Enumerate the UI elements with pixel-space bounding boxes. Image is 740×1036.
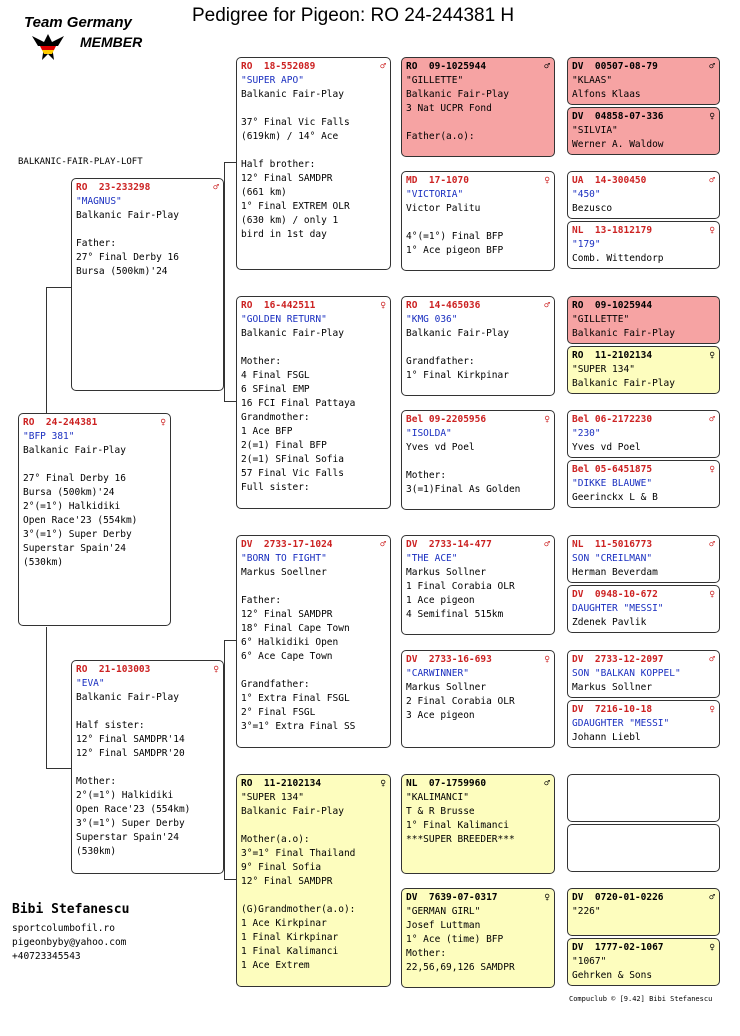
info-line: Johann Liebl	[572, 732, 641, 743]
info-line: Zdenek Pavlik	[572, 617, 647, 628]
pigeon-name: "GILLETTE"	[406, 75, 464, 86]
pedigree-box-sire[interactable]	[71, 178, 224, 391]
connector	[46, 627, 47, 768]
sex-icon: ♀	[544, 414, 550, 425]
pigeon-name: "BORN TO FIGHT"	[241, 553, 327, 564]
info-line: Mother:	[406, 470, 447, 481]
box-header	[406, 413, 550, 427]
info-line: 2(=1) SFinal Sofia	[241, 454, 344, 465]
info-line: 3 Nat UCPR Fond	[406, 103, 492, 114]
ring-number: RO 11-2102134	[241, 778, 322, 789]
info-line: Superstar Spain'24	[76, 832, 179, 843]
info-line: Balkanic Fair-Play	[241, 328, 344, 339]
info-line: 1° Extra Final FSGL	[241, 693, 350, 704]
sex-icon: ♂	[709, 654, 715, 665]
ring-number: Bel 06-2172230	[572, 414, 653, 425]
info-line	[76, 761, 219, 775]
box-header	[572, 413, 715, 427]
info-line: 9° Final Sofia	[241, 862, 322, 873]
box-header	[76, 663, 219, 677]
sex-icon: ♂	[709, 61, 715, 72]
info-line: Half brother:	[241, 159, 316, 170]
pigeon-name: "226"	[572, 906, 601, 917]
sex-icon: ♀	[213, 664, 219, 675]
box-header	[406, 538, 550, 552]
breeder-name: Bibi Stefanescu	[12, 902, 130, 917]
box-header	[406, 299, 550, 313]
info-line: Bursa (500km)'24	[76, 266, 168, 277]
ring-number: RO 16-442511	[241, 300, 316, 311]
info-line: 57 Final Vic Falls	[241, 468, 344, 479]
sex-icon: ♂	[213, 182, 219, 193]
info-line: 12° Final SAMDPR'20	[76, 748, 185, 759]
info-line: Balkanic Fair-Play	[241, 806, 344, 817]
ring-number: NL 11-5016773	[572, 539, 653, 550]
pedigree-box-sds[interactable]	[401, 296, 555, 396]
info-line: Mother:	[406, 948, 447, 959]
info-line: Josef Luttman	[406, 920, 481, 931]
info-line	[241, 102, 386, 116]
info-line: T & R Brusse	[406, 806, 475, 817]
info-line: (661 km)	[241, 187, 287, 198]
box-header	[241, 777, 386, 791]
ring-number: DV 2733-16-693	[406, 654, 492, 665]
breeder-email[interactable]: pigeonbyby@yahoo.com	[12, 937, 127, 948]
ring-number: DV 7216-10-18	[572, 704, 653, 715]
info-line	[406, 455, 550, 469]
info-line	[406, 341, 550, 355]
info-line: Balkanic Fair-Play	[406, 328, 509, 339]
pigeon-name: "EVA"	[76, 678, 105, 689]
connector	[46, 768, 71, 769]
connector	[224, 640, 236, 641]
box-header	[572, 224, 715, 238]
pedigree-box-dam[interactable]	[71, 660, 224, 874]
info-line: Herman Beverdam	[572, 567, 658, 578]
pigeon-name: "THE ACE"	[406, 553, 458, 564]
info-line: (G)Grandmother(a.o):	[241, 904, 356, 915]
info-line: Father:	[241, 595, 282, 606]
pedigree-box-g14[interactable]	[567, 824, 720, 872]
pedigree-box-g7[interactable]	[567, 410, 720, 458]
pigeon-name: "SUPER APO"	[241, 75, 304, 86]
box-header	[572, 174, 715, 188]
box-header	[572, 703, 715, 717]
info-line: Balkanic Fair-Play	[572, 378, 675, 389]
ring-number: RO 09-1025944	[572, 300, 653, 311]
info-line: Bursa (500km)'24	[23, 487, 115, 498]
pigeon-name: "MAGNUS"	[76, 196, 122, 207]
pedigree-box-ssd[interactable]	[401, 171, 555, 271]
sex-icon: ♂	[709, 892, 715, 903]
box-header	[406, 60, 550, 74]
info-line: 3(=1)Final As Golden	[406, 484, 521, 495]
info-line: 18° Final Cape Town	[241, 623, 350, 634]
sex-icon: ♀	[544, 654, 550, 665]
pedigree-box-g4[interactable]	[567, 221, 720, 269]
ring-number: DV 04858-07-336	[572, 111, 664, 122]
pigeon-name: "450"	[572, 189, 601, 200]
info-line: (619km) / 14° Ace	[241, 131, 339, 142]
team-germany-logo	[22, 14, 172, 58]
sex-icon: ♂	[544, 300, 550, 311]
pedigree-box-g11[interactable]	[567, 650, 720, 698]
ring-number: RO 24-244381	[23, 417, 98, 428]
sex-icon: ♂	[544, 61, 550, 72]
info-line: Markus Sollner	[406, 567, 487, 578]
connector	[224, 401, 236, 402]
info-line: 3°=1° Final Thailand	[241, 848, 356, 859]
info-line: Gehrken & Sons	[572, 970, 653, 981]
info-line	[241, 819, 386, 833]
pigeon-name: GDAUGHTER "MESSI"	[572, 718, 670, 729]
box-header	[76, 181, 219, 195]
info-line: 12° Final SAMDPR	[241, 876, 333, 887]
box-header	[406, 174, 550, 188]
box-header	[572, 891, 715, 905]
sex-icon: ♀	[709, 704, 715, 715]
pigeon-name: "ISOLDA"	[406, 428, 452, 439]
sex-icon: ♀	[709, 225, 715, 236]
info-line: 12° Final SAMDPR'14	[76, 734, 185, 745]
pedigree-box-ddd[interactable]	[401, 888, 555, 988]
info-line: Markus Soellner	[241, 567, 327, 578]
ring-number: DV 2733-14-477	[406, 539, 492, 550]
info-line: 1° Final Kirkpinar	[406, 370, 509, 381]
info-line	[76, 223, 219, 237]
box-header	[572, 299, 715, 313]
connector	[46, 287, 47, 413]
box-header	[572, 463, 715, 477]
info-line: Full sister:	[241, 482, 310, 493]
info-line: 2°(=1°) Halkidiki	[23, 501, 121, 512]
info-line: 1° Final EXTREM OLR	[241, 201, 350, 212]
info-line: 1 Ace pigeon	[406, 595, 475, 606]
info-line: 1 Final Corabia OLR	[406, 581, 515, 592]
info-line: 4°(=1°) Final BFP	[406, 231, 504, 242]
info-line: Yves vd Poel	[572, 442, 641, 453]
info-line: Balkanic Fair-Play	[572, 328, 675, 339]
info-line	[76, 705, 219, 719]
info-line: Father:	[76, 238, 117, 249]
box-header	[572, 941, 715, 955]
pigeon-name: "230"	[572, 428, 601, 439]
info-line: Half sister:	[76, 720, 145, 731]
info-line: Mother:	[241, 356, 282, 367]
pedigree-box-g6[interactable]	[567, 346, 720, 394]
breeder-phone: +40723345543	[12, 951, 81, 962]
ring-number: NL 13-1812179	[572, 225, 653, 236]
sex-icon: ♀	[709, 942, 715, 953]
info-line: 1 Ace Extrem	[241, 960, 310, 971]
pigeon-name: "179"	[572, 239, 601, 250]
info-line: 3°(=1°) Super Derby	[23, 529, 132, 540]
connector	[224, 162, 236, 163]
pigeon-name: "DIKKE BLAUWE"	[572, 478, 653, 489]
info-line: Mother:	[76, 776, 117, 787]
pedigree-box-g9[interactable]	[567, 535, 720, 583]
pedigree-box-g1[interactable]	[567, 57, 720, 105]
pigeon-name: "SILVIA"	[572, 125, 618, 136]
pigeon-name: "SUPER 134"	[241, 792, 304, 803]
sex-icon: ♂	[709, 175, 715, 186]
ring-number: RO 18-552089	[241, 61, 316, 72]
info-line: 3°=1° Extra Final SS	[241, 721, 356, 732]
info-line: 1 Ace Kirkpinar	[241, 918, 327, 929]
info-line: 16 FCI Final Pattaya	[241, 398, 356, 409]
info-line: Balkanic Fair-Play	[76, 692, 179, 703]
ring-number: DV 0948-10-672	[572, 589, 658, 600]
box-header	[572, 588, 715, 602]
ring-number: RO 14-465036	[406, 300, 481, 311]
box-header	[241, 538, 386, 552]
ring-number: RO 21-103003	[76, 664, 151, 675]
pedigree-box-sd[interactable]	[236, 296, 391, 509]
sex-icon: ♂	[709, 539, 715, 550]
box-header	[241, 60, 386, 74]
info-line: ***SUPER BREEDER***	[406, 834, 515, 845]
box-header	[241, 299, 386, 313]
info-line: 1 Final Kalimanci	[241, 946, 339, 957]
sex-icon: ♀	[709, 111, 715, 122]
pedigree-box-dds[interactable]	[401, 774, 555, 874]
ring-number: RO 23-233298	[76, 182, 151, 193]
pigeon-name: "GERMAN GIRL"	[406, 906, 481, 917]
info-line: Balkanic Fair-Play	[406, 89, 509, 100]
pedigree-box-sdd[interactable]	[401, 410, 555, 510]
pedigree-box-g15[interactable]	[567, 888, 720, 936]
info-line	[241, 144, 386, 158]
info-line	[23, 458, 166, 472]
pigeon-name: "GOLDEN RETURN"	[241, 314, 327, 325]
info-line: 3 Ace pigeon	[406, 710, 475, 721]
info-line: (530km)	[76, 846, 117, 857]
sex-icon: ♀	[709, 464, 715, 475]
info-line: Superstar Spain'24	[23, 543, 126, 554]
info-line: 1° Final Kalimanci	[406, 820, 509, 831]
pedigree-box-ds[interactable]	[236, 535, 391, 748]
info-line: Markus Sollner	[406, 682, 487, 693]
info-line: Werner A. Waldow	[572, 139, 664, 150]
info-line: Father(a.o):	[406, 131, 475, 142]
box-header	[406, 777, 550, 791]
info-line: 22,56,69,126 SAMDPR	[406, 962, 515, 973]
info-line: Grandfather:	[406, 356, 475, 367]
info-line: 12° Final SAMDPR	[241, 173, 333, 184]
sex-icon: ♀	[544, 175, 550, 186]
info-line: Grandfather:	[241, 679, 310, 690]
pigeon-name: "KMG 036"	[406, 314, 458, 325]
pigeon-name: "1067"	[572, 956, 607, 967]
info-line: Balkanic Fair-Play	[76, 210, 179, 221]
pedigree-box-dd[interactable]	[236, 774, 391, 987]
box-header	[572, 538, 715, 552]
info-line: Mother(a.o):	[241, 834, 310, 845]
info-line: Victor Palitu	[406, 203, 481, 214]
pedigree-box-g5[interactable]	[567, 296, 720, 344]
ring-number: DV 1777-02-1067	[572, 942, 664, 953]
box-header	[406, 891, 550, 905]
info-line: Markus Sollner	[572, 682, 653, 693]
sex-icon: ♂	[544, 539, 550, 550]
footer-credit: Compuclub © [9.42] Bibi Stefanescu	[569, 995, 713, 1003]
info-line	[241, 664, 386, 678]
pedigree-box-g13[interactable]	[567, 774, 720, 822]
box-header	[572, 653, 715, 667]
connector	[224, 879, 236, 880]
info-line: Bezusco	[572, 203, 613, 214]
pedigree-box-g3[interactable]	[567, 171, 720, 219]
info-line	[241, 889, 386, 903]
pigeon-name: "SUPER 134"	[572, 364, 635, 375]
info-line: 27° Final Derby 16	[76, 252, 179, 263]
info-line: 37° Final Vic Falls	[241, 117, 350, 128]
pigeon-name: "GILLETTE"	[572, 314, 630, 325]
box-header	[572, 349, 715, 363]
pedigree-box-g2[interactable]	[567, 107, 720, 155]
pigeon-name: DAUGHTER "MESSI"	[572, 603, 664, 614]
info-line: Comb. Wittendorp	[572, 253, 664, 264]
eagle-icon	[30, 32, 66, 62]
ring-number: Bel 09-2205956	[406, 414, 487, 425]
pedigree-box-g12[interactable]	[567, 700, 720, 748]
pigeon-name: SON "BALKAN KOPPEL"	[572, 668, 681, 679]
ring-number: NL 07-1759960	[406, 778, 487, 789]
info-line: 27° Final Derby 16	[23, 473, 126, 484]
ring-number: DV 0720-01-0226	[572, 892, 664, 903]
sex-icon: ♀	[160, 417, 166, 428]
pigeon-name: "KLAAS"	[572, 75, 613, 86]
info-line: 1° Ace (time) BFP	[406, 934, 504, 945]
sex-icon: ♂	[380, 539, 386, 550]
ring-number: RO 11-2102134	[572, 350, 653, 361]
info-line: 6° Ace Cape Town	[241, 651, 333, 662]
sex-icon: ♀	[544, 892, 550, 903]
sex-icon: ♀	[380, 300, 386, 311]
info-line: 6° Halkidiki Open	[241, 637, 339, 648]
info-line: 2° Final FSGL	[241, 707, 316, 718]
ring-number: RO 09-1025944	[406, 61, 487, 72]
pedigree-box-sss[interactable]	[401, 57, 555, 157]
info-line: Open Race'23 (554km)	[23, 515, 138, 526]
info-line: 2 Final Corabia OLR	[406, 696, 515, 707]
info-line: Geerinckx L & B	[572, 492, 658, 503]
info-line: Alfons Klaas	[572, 89, 641, 100]
info-line: 1 Ace BFP	[241, 426, 293, 437]
info-line	[406, 216, 550, 230]
connector	[46, 287, 71, 288]
pedigree-box-subject[interactable]	[18, 413, 171, 626]
info-line: 4 Final FSGL	[241, 370, 310, 381]
breeder-contact	[12, 922, 126, 964]
pedigree-box-g8[interactable]	[567, 460, 720, 508]
info-line: 2°(=1°) Halkidiki	[76, 790, 174, 801]
sex-icon: ♀	[709, 350, 715, 361]
ring-number: DV 2733-17-1024	[241, 539, 333, 550]
sex-icon: ♂	[380, 61, 386, 72]
pedigree-box-dss[interactable]	[401, 535, 555, 635]
sex-icon: ♂	[709, 414, 715, 425]
pedigree-box-ss[interactable]	[236, 57, 391, 270]
logo-line1: Team Germany	[24, 14, 132, 31]
ring-number: DV 7639-07-0317	[406, 892, 498, 903]
info-line: Balkanic Fair-Play	[241, 89, 344, 100]
info-line: bird in 1st day	[241, 229, 327, 240]
pigeon-name: "KALIMANCI"	[406, 792, 469, 803]
info-line: 1 Final Kirkpinar	[241, 932, 339, 943]
pigeon-name: "CARWINNER"	[406, 668, 469, 679]
info-line: 12° Final SAMDPR	[241, 609, 333, 620]
connector	[224, 162, 225, 401]
info-line	[241, 341, 386, 355]
info-line	[241, 580, 386, 594]
pigeon-name: SON "CREILMAN"	[572, 553, 653, 564]
box-header	[572, 110, 715, 124]
ring-number: DV 2733-12-2097	[572, 654, 664, 665]
info-line: Grandmother:	[241, 412, 310, 423]
breeder-website[interactable]: sportcolumbofil.ro	[12, 923, 115, 934]
ring-number: DV 00507-08-79	[572, 61, 658, 72]
info-line: (530km)	[23, 557, 64, 568]
logo-line2: MEMBER	[80, 34, 143, 50]
ring-number: UA 14-300450	[572, 175, 647, 186]
info-line: 6 SFinal EMP	[241, 384, 310, 395]
info-line	[406, 116, 550, 130]
info-line: 4 Semifinal 515km	[406, 609, 504, 620]
info-line: 3°(=1°) Super Derby	[76, 818, 185, 829]
page-title: Pedigree for Pigeon: RO 24-244381 H	[192, 5, 515, 26]
info-line: Open Race'23 (554km)	[76, 804, 191, 815]
ring-number: Bel 05-6451875	[572, 464, 653, 475]
connector	[224, 640, 225, 879]
ring-number: MD 17-1070	[406, 175, 469, 186]
info-line: Yves vd Poel	[406, 442, 475, 453]
sex-icon: ♀	[380, 778, 386, 789]
box-header	[572, 60, 715, 74]
pedigree-box-g16[interactable]	[567, 938, 720, 986]
pigeon-name: "BFP 381"	[23, 431, 75, 442]
loft-name: BALKANIC-FAIR-PLAY-LOFT	[18, 157, 143, 167]
pigeon-name: "VICTORIA"	[406, 189, 464, 200]
info-line: Balkanic Fair-Play	[23, 445, 126, 456]
box-header	[23, 416, 166, 430]
sex-icon: ♀	[709, 589, 715, 600]
pedigree-box-dsd[interactable]	[401, 650, 555, 748]
box-header	[406, 653, 550, 667]
info-line: (630 km) / only 1	[241, 215, 339, 226]
sex-icon: ♂	[544, 778, 550, 789]
info-line: 2(=1) Final BFP	[241, 440, 327, 451]
info-line: 1° Ace pigeon BFP	[406, 245, 504, 256]
pedigree-box-g10[interactable]	[567, 585, 720, 633]
